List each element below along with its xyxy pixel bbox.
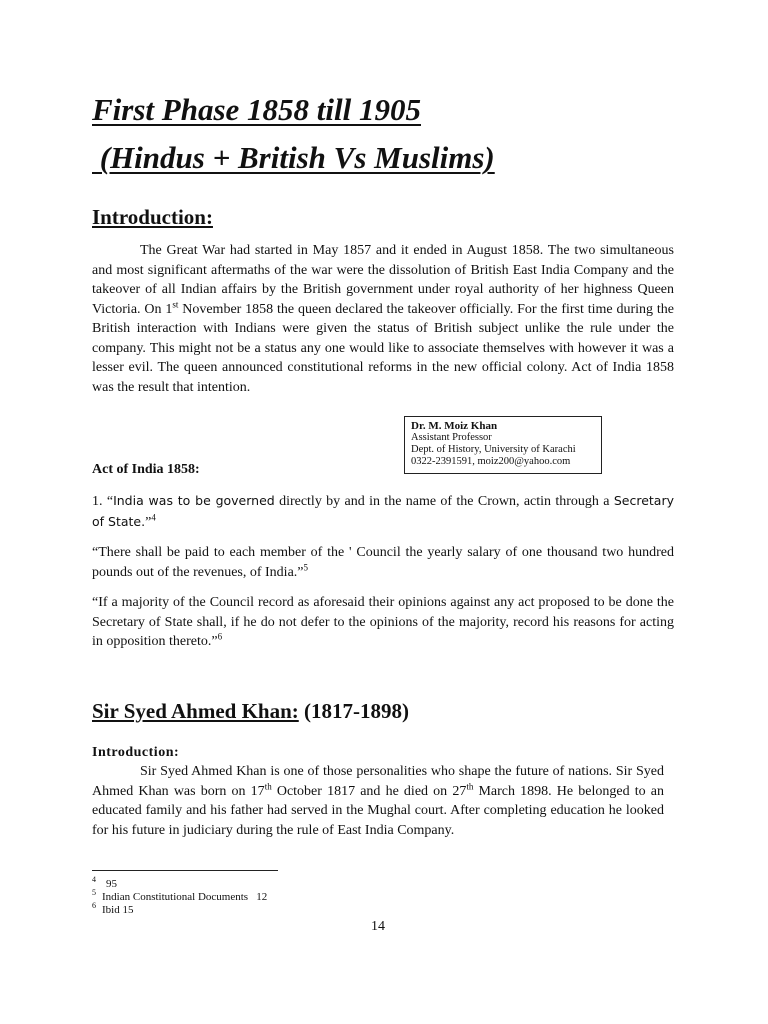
footnote-6: $^6$ Ibid 15	[92, 901, 134, 916]
act-quote-3: “If a majority of the Council record as aforesaid their opinions against any act proposed to be done the Secretary of State shall, if he do not defer to the opinions of the majority, record his reasons for acting in opposition thereto.”$^6$	[92, 595, 674, 649]
author-title: Assistant Professor	[411, 432, 492, 443]
author-box	[404, 416, 602, 474]
act-quote-2: “There shall be paid to each member of the ' Council the yearly salary of one thousand two hundred pounds out of the revenues, of India.”$^5$	[92, 545, 674, 580]
syed-intro-heading: Introduction:	[92, 745, 180, 760]
syed-heading-name: Sir Syed Ahmed Khan:	[92, 699, 299, 723]
footnotes	[92, 875, 268, 917]
footnote-5: $^5$ Indian Constitutional Documents 12	[92, 888, 268, 903]
footnote-divider	[92, 870, 278, 871]
act-heading: Act of India 1858:	[92, 462, 200, 477]
page-title-line-2: (Hindus + British Vs Muslims)	[92, 140, 495, 175]
syed-paragraph: Sir Syed Ahmed Khan is one of those personalities who shape the future of nations. Sir Syed Ahmed Khan was born on 17th October 1817 and he died on 27th March 1898. He belonged to an educated family and his father had served in the Mughal court. After completing education he looked for his future in judiciary during the rule of East India Company.	[92, 764, 664, 838]
author-dept: Dept. of History, University of Karachi	[411, 444, 576, 455]
page-title-line-1: First Phase 1858 till 1905	[92, 92, 421, 127]
act-quote-1: 1. “India was to be governed directly by and in the name of the Crown, actin through a Secretary of State.”$^4$	[92, 493, 674, 530]
page-number: 14	[371, 919, 385, 934]
footnote-4: $^4$ 95	[92, 875, 117, 890]
intro-paragraph: The Great War had started in May 1857 and it ended in August 1858. The two simultaneous and most significant aftermaths of the war were the dissolution of British East India Company and the takeover of all Indian affairs by the British government under royal authority of her highness Queen Victoria. On 1st November 1858 the queen declared the takeover officially. For the first time during the British interaction with Indians were given the status of British subject unlike the rule under the company. This might not be a status any one would like to associate themselves with however it was a lesser evil. The queen announced constitutional reforms in the new official colony. Act of India 1858 was the result that intention.	[92, 243, 674, 395]
author-name: Dr. M. Moiz Khan	[411, 420, 498, 432]
syed-heading	[92, 697, 409, 725]
syed-heading-years: (1817-1898)	[298, 699, 409, 723]
intro-heading-text: Introduction:	[92, 205, 213, 229]
author-contact: 0322-2391591, moiz200@yahoo.com	[411, 456, 571, 467]
intro-heading	[92, 203, 213, 231]
